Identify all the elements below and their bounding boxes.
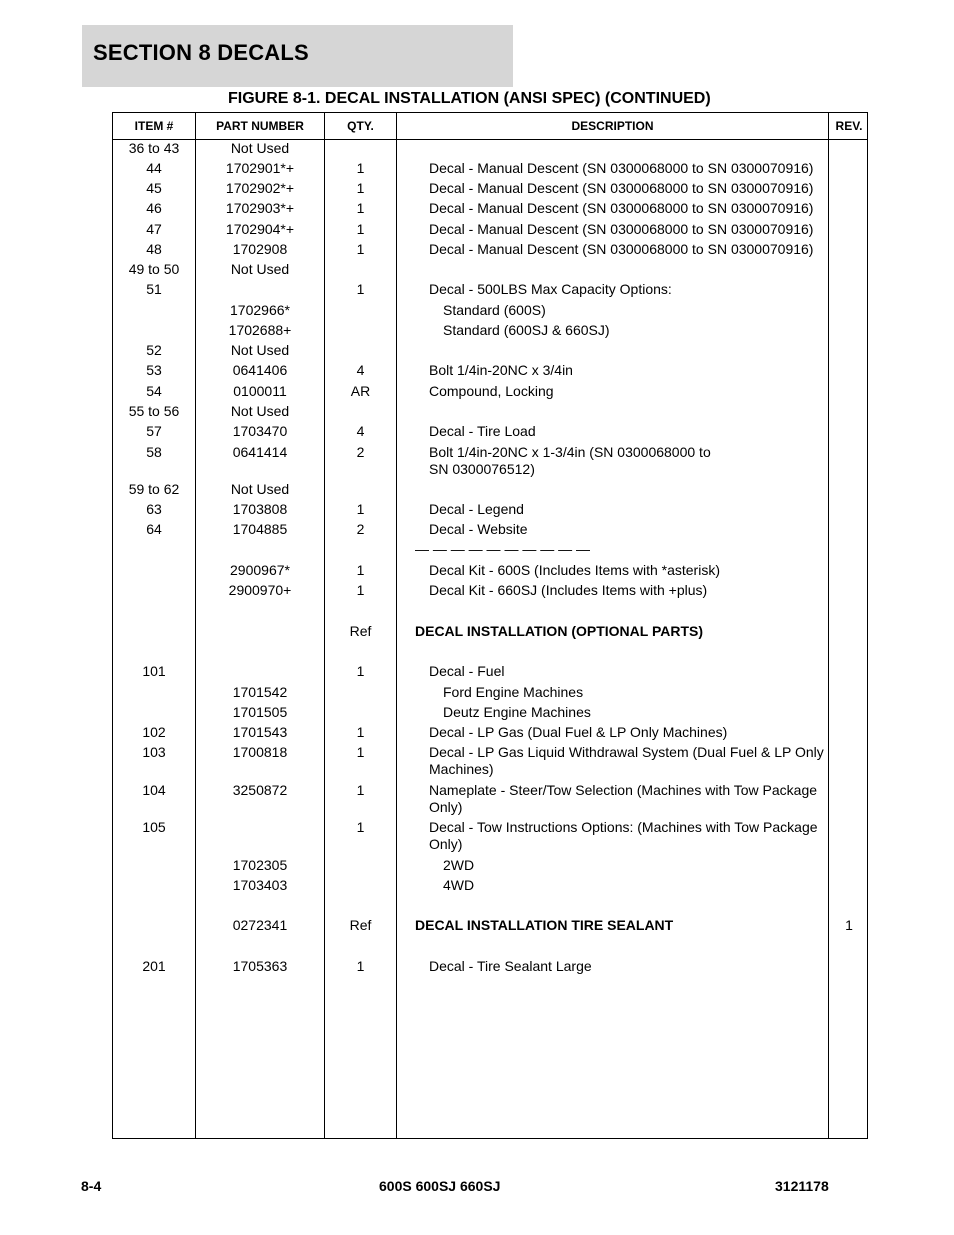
item-number: 52 [146,342,162,358]
part-number: Not Used [230,140,290,156]
part-number: 1701505 [232,704,288,720]
part-number: 1703470 [232,423,288,439]
description: Decal - Tow Instructions Options: (Machines with Tow Package Only) [429,819,818,852]
description: Decal - Tire Load [429,423,536,439]
quantity: 1 [356,221,365,237]
column-divider [828,113,829,1138]
quantity: 1 [356,241,365,257]
kit-separator: — — — — — — — — — — [415,541,591,557]
item-number: 201 [142,958,166,974]
description: Decal - Manual Descent (SN 0300068000 to SN 0300070916) [429,180,814,196]
quantity: 1 [356,724,365,740]
item-number: 47 [146,221,162,237]
column-divider [396,113,397,1138]
item-number: 48 [146,241,162,257]
item-number: 49 to 50 [128,261,180,277]
description: Nameplate - Steer/Tow Selection (Machines with Tow Package Only) [429,782,818,815]
description: Bolt 1/4in-20NC x 1-3/4in (SN 0300068000 to SN 0300076512) [429,444,711,477]
quantity: Ref [349,917,372,933]
item-number: 102 [142,724,166,740]
description: Decal Kit - 600S (Includes Items with *asterisk) [429,562,720,578]
part-number: 0641406 [232,362,288,378]
model-list: 600S 600SJ 660SJ [379,1178,501,1194]
part-number: 1701542 [232,684,288,700]
description: Decal - Manual Descent (SN 0300068000 to SN 0300070916) [429,160,814,176]
part-number: 1705363 [232,958,288,974]
item-number: 58 [146,444,162,460]
part-number: 0272341 [232,917,288,933]
item-number: 105 [142,819,166,835]
document-number: 3121178 [775,1178,829,1194]
item-number: 51 [146,281,162,297]
header-part-number: PART NUMBER [216,119,304,133]
section-heading: DECAL INSTALLATION (OPTIONAL PARTS) [415,623,704,639]
part-number: 1703403 [232,877,288,893]
description: Decal - Fuel [429,663,505,679]
description: Decal - Tire Sealant Large [429,958,592,974]
quantity: 1 [356,180,365,196]
part-number: Not Used [230,403,290,419]
quantity: Ref [349,623,372,639]
part-number: 2900970+ [228,582,292,598]
part-number: 1702966* [230,302,290,318]
part-number: Not Used [230,342,290,358]
page-number: 8-4 [81,1178,102,1194]
section-title: SECTION 8 DECALS [93,40,309,65]
part-number: 1700818 [232,744,288,760]
part-number: 1702908 [232,241,288,257]
section-heading: DECAL INSTALLATION TIRE SEALANT [415,917,674,933]
quantity: 1 [356,958,365,974]
item-number: 104 [142,782,166,798]
revision: 1 [845,917,853,933]
item-number: 55 to 56 [128,403,180,419]
header-description: DESCRIPTION [571,119,654,133]
item-number: 54 [146,383,162,399]
header-qty: QTY. [347,119,374,133]
item-number: 63 [146,501,162,517]
description: Bolt 1/4in-20NC x 3/4in [429,362,573,378]
part-number: 0100011 [233,383,287,399]
quantity: 2 [356,444,365,460]
table-header [113,113,867,140]
item-number: 64 [146,521,162,537]
description: 2WD [443,857,475,873]
figure-title: FIGURE 8-1. DECAL INSTALLATION (ANSI SPEC) (CONTINUED) [228,90,711,107]
header-rev: REV. [835,119,863,133]
part-number: Not Used [230,481,290,497]
description: Deutz Engine Machines [443,704,591,720]
part-number: Not Used [230,261,290,277]
part-number: 1702688+ [228,322,292,338]
item-number: 59 to 62 [128,481,180,497]
quantity: 4 [356,362,365,378]
quantity: AR [350,383,371,399]
item-number: 53 [146,362,162,378]
quantity: 1 [356,582,365,598]
item-number: 36 to 43 [128,140,180,156]
description: Decal - Website [429,521,528,537]
quantity: 1 [356,819,365,835]
part-number: 1702305 [232,857,288,873]
part-number: 1701543 [232,724,288,740]
item-number: 101 [142,663,166,679]
item-number: 44 [146,160,162,176]
quantity: 1 [356,782,365,798]
description: Decal Kit - 660SJ (Includes Items with +plus) [429,582,708,598]
description: Decal - 500LBS Max Capacity Options: [429,281,672,297]
description: Decal - Manual Descent (SN 0300068000 to SN 0300070916) [429,241,814,257]
description: Compound, Locking [429,383,554,399]
item-number: 45 [146,180,162,196]
description: Decal - LP Gas (Dual Fuel & LP Only Machines) [429,724,728,740]
part-number: 1702902*+ [225,180,295,196]
description: Standard (600SJ & 660SJ) [443,322,610,338]
description: Decal - Legend [429,501,524,517]
part-number: 1702903*+ [225,200,295,216]
part-number: 0641414 [232,444,288,460]
part-number: 1703808 [232,501,288,517]
quantity: 1 [356,281,365,297]
quantity: 1 [356,744,365,760]
item-number: 46 [146,200,162,216]
part-number: 3250872 [232,782,288,798]
header-item: ITEM # [134,119,174,133]
quantity: 4 [356,423,365,439]
description: Ford Engine Machines [443,684,584,700]
item-number: 57 [146,423,162,439]
item-number: 103 [142,744,166,760]
quantity: 1 [356,160,365,176]
parts-table [112,112,868,1139]
description: 4WD [443,877,475,893]
quantity: 1 [356,200,365,216]
part-number: 1702901*+ [225,160,295,176]
description: Decal - Manual Descent (SN 0300068000 to SN 0300070916) [429,221,814,237]
description: Decal - Manual Descent (SN 0300068000 to SN 0300070916) [429,200,814,216]
part-number: 1704885 [232,521,288,537]
quantity: 1 [356,562,365,578]
part-number: 1702904*+ [225,221,295,237]
description: Decal - LP Gas Liquid Withdrawal System (Dual Fuel & LP Only Machines) [429,744,824,777]
quantity: 1 [356,501,365,517]
part-number: 2900967* [230,562,290,578]
description: Standard (600S) [443,302,546,318]
quantity: 2 [356,521,365,537]
quantity: 1 [356,663,365,679]
